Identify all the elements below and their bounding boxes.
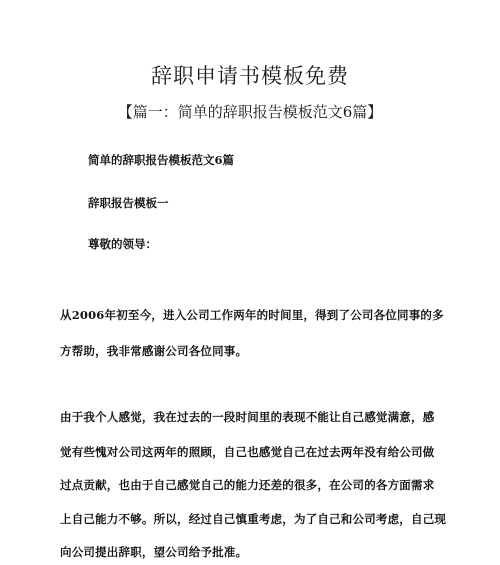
paragraph-line: 觉有些愧对公司这两年的照顾，自己也感觉自己在过去两年没有给公司做 bbox=[60, 445, 435, 459]
paragraph-line: 从2006年初至今，进入公司工作两年的时间里，得到了公司各位同事的多 bbox=[60, 308, 444, 322]
document-subtitle: 【篇一：简单的辞职报告模板范文6篇】 bbox=[117, 103, 383, 121]
section-title: 辞职报告模板一 bbox=[88, 196, 169, 210]
paragraph-line: 方帮助，我非常感谢公司各位同事。 bbox=[60, 344, 248, 358]
paragraph-line: 上自己能力不够。所以，经过自己慎重考虑，为了自己和公司考虑，自己现 bbox=[60, 512, 447, 526]
document-title: 辞职申请书模板免费 bbox=[151, 64, 349, 88]
paragraph-line: 过点贡献，也由于自己感觉自己的能力还差的很多，在公司的各方面需求 bbox=[60, 478, 435, 492]
paragraph-line: 向公司提出辞职，望公司给予批准。 bbox=[60, 545, 248, 559]
section-heading: 简单的辞职报告模板范文6篇 bbox=[88, 153, 235, 167]
salutation: 尊敬的领导： bbox=[88, 237, 157, 251]
paragraph-line: 由于我个人感觉，我在过去的一段时间里的表现不能让自己感觉满意，感 bbox=[60, 410, 435, 424]
